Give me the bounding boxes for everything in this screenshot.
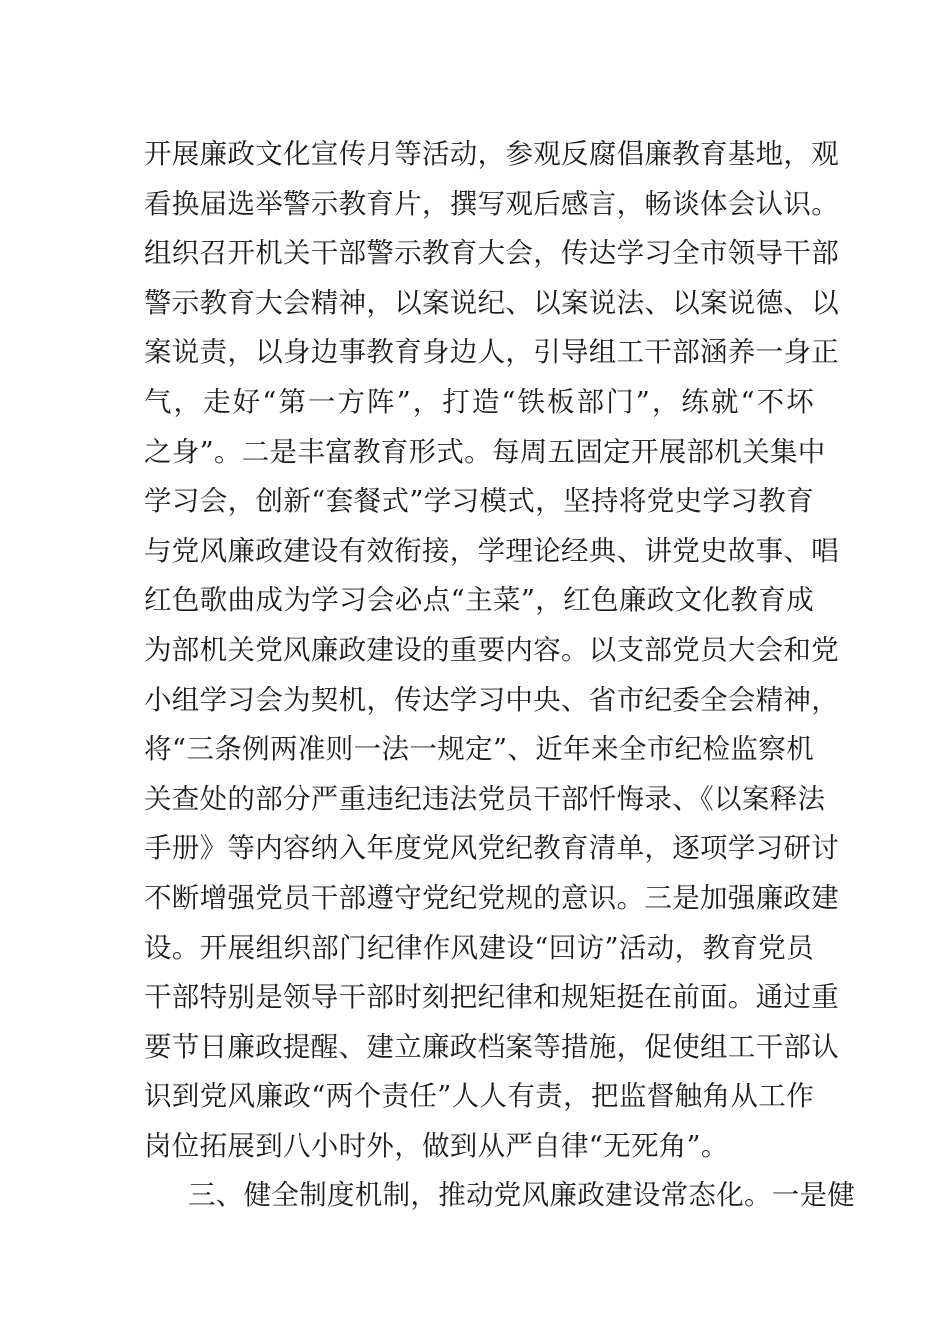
paragraph-line: 手册》等内容纳入年度党风党纪教育清单，逐项学习研讨 bbox=[144, 832, 839, 865]
paragraph-line: 识到党风廉政“两个责任”人人有责，把监督触角从工作 bbox=[144, 1080, 814, 1113]
document-body bbox=[144, 130, 856, 1221]
paragraph-line: 学习会，创新“套餐式”学习模式，坚持将党史学习教育 bbox=[144, 485, 814, 518]
paragraph-line: 要节日廉政提醒、建立廉政档案等措施，促使组工干部认 bbox=[144, 1030, 839, 1063]
paragraph-line: 设。开展组织部门纪律作风建设“回访”活动，教育党员 bbox=[144, 931, 814, 964]
paragraph-line: 干部特别是领导干部时刻把纪律和规矩挺在前面。通过重 bbox=[144, 981, 839, 1014]
paragraph-line: 看换届选举警示教育片，撰写观后感言，畅谈体会认识。 bbox=[144, 187, 839, 220]
paragraph-line: 红色歌曲成为学习会必点“主菜”，红色廉政文化教育成 bbox=[144, 584, 814, 617]
paragraph-line: 不断增强党员干部遵守党纪党规的意识。三是加强廉政建 bbox=[144, 881, 839, 914]
paragraph-line: 小组学习会为契机，传达学习中央、省市纪委全会精神， bbox=[144, 683, 839, 716]
paragraph-line: 案说责，以身边事教育身边人，引导组工干部涵养一身正 bbox=[144, 336, 839, 369]
paragraph-line: 之身”。二是丰富教育形式。每周五固定开展部机关集中 bbox=[144, 435, 826, 468]
paragraph-line: 组织召开机关干部警示教育大会，传达学习全市领导干部 bbox=[144, 237, 839, 270]
paragraph-line: 气，走好“第一方阵”，打造“铁板部门”，练就“不坏 bbox=[144, 385, 814, 418]
paragraph-line: 与党风廉政建设有效衔接，学理论经典、讲党史故事、唱 bbox=[144, 534, 839, 567]
paragraph-line: 将“三条例两准则一法一规定”、近年来全市纪检监察机 bbox=[144, 733, 814, 766]
paragraph-line: 开展廉政文化宣传月等活动，参观反腐倡廉教育基地，观 bbox=[144, 138, 839, 170]
paragraph-line: 为部机关党风廉政建设的重要内容。以支部党员大会和党 bbox=[144, 633, 839, 666]
paragraph-last-line: 岗位拓展到八小时外，做到从严自律“无死角”。 bbox=[144, 1129, 729, 1162]
section-heading-line: 三、健全制度机制，推动党风廉政建设常态化。一是健 bbox=[188, 1179, 856, 1212]
paragraph-line: 警示教育大会精神，以案说纪、以案说法、以案说德、以 bbox=[144, 286, 839, 319]
paragraph-line: 关查处的部分严重违纪违法党员干部忏悔录、《以案释法 bbox=[144, 782, 826, 815]
